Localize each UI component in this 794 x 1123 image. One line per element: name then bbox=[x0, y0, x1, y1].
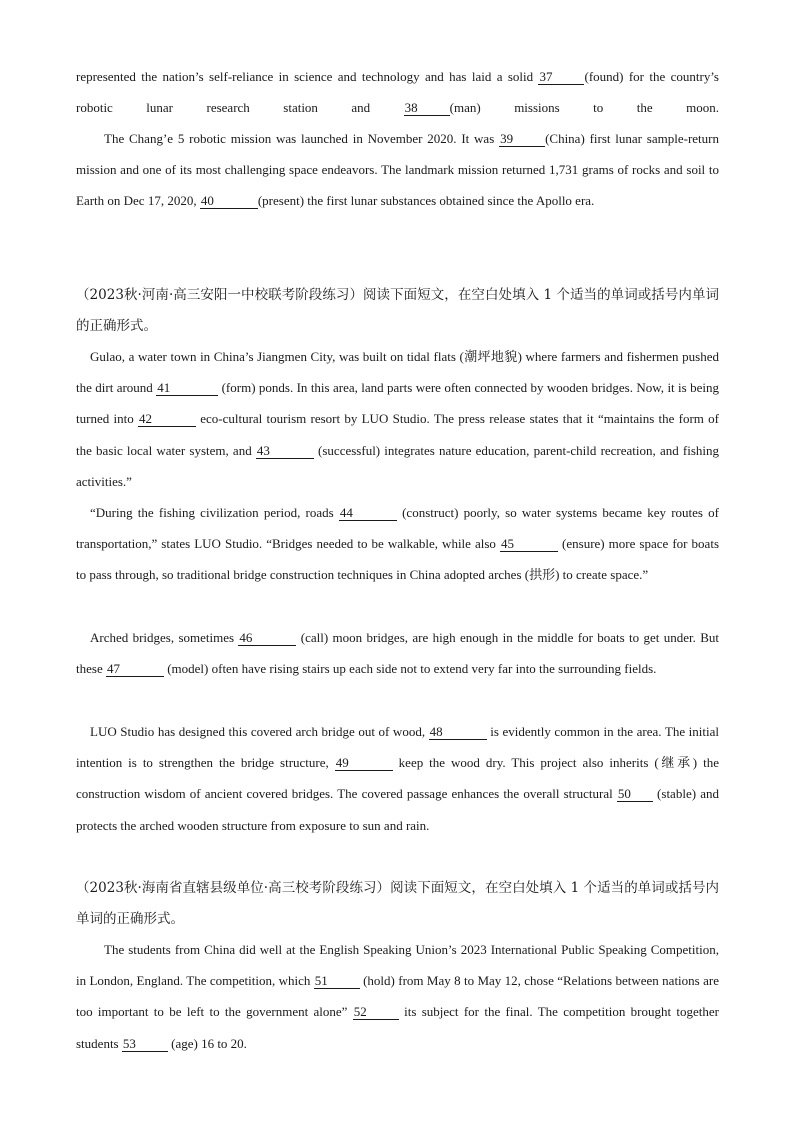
text-run: The Chang’e 5 robotic mission was launched in November 2020. It was bbox=[104, 131, 500, 146]
text-run: (ensure) more space for boats to pass through, so traditional bridge construction techniques in China adopted arches (拱形) to create space.” bbox=[76, 536, 719, 583]
blank-43[interactable]: 43 bbox=[256, 444, 314, 459]
blank-52[interactable]: 52 bbox=[353, 1005, 399, 1020]
blank-39[interactable]: 39 bbox=[499, 132, 545, 147]
blank-41[interactable]: 41 bbox=[156, 381, 218, 396]
blank-46[interactable]: 46 bbox=[238, 631, 296, 646]
text-run: (stable) and protects the arched wooden structure from exposure to sun and rain. bbox=[76, 786, 719, 833]
text-run: (call) moon bridges, are high enough in the middle for boats to get under. But these bbox=[76, 630, 719, 677]
text-run: (successful) integrates nature education, parent-child recreation, and fishing activities.” bbox=[76, 442, 719, 489]
text-run: (age) 16 to 20. bbox=[167, 1035, 247, 1051]
instruction-3: （2023秋·海南省直辖县级单位·高三校考阶段练习）阅读下面短文，在空白处填入 1 个适当的单词或括号内单词的正确形式。 bbox=[76, 880, 719, 927]
text-run: (form) ponds. In this area, land parts were often connected by wooden bridges. Now, it is being turned into bbox=[76, 380, 719, 427]
blank-49[interactable]: 49 bbox=[335, 756, 393, 771]
text-run: keep the wood dry. This project also inherits (继承) the construction wisdom of ancient covered bridges. The covered passage enhances the overall structural bbox=[76, 755, 719, 802]
text-run: (construct) poorly, so water systems became key routes of transportation,” states LUO Studio. “Bridges needed to be walkable, while also bbox=[76, 505, 719, 552]
passage-2-paragraph-2 bbox=[76, 497, 719, 591]
text-run: represented the nation’s self-reliance in science and technology and has laid a solid bbox=[76, 69, 539, 84]
passage-2-paragraph-3 bbox=[76, 622, 719, 684]
text-run: “During the fishing civilization period, roads bbox=[90, 505, 339, 520]
text-run: (hold) from May 8 to May 12, chose “Relations between nations are too important to be left to the government alone” bbox=[76, 973, 719, 1020]
text-run: is evidently common in the area. The initial intention is to strengthen the bridge structure, bbox=[76, 724, 720, 771]
instruction-2: （2023秋·河南·高三安阳一中校联考阶段练习）阅读下面短文，在空白处填入 1 个适当的单词或括号内单词的正确形式。 bbox=[76, 287, 719, 334]
passage-3-paragraph-1 bbox=[76, 934, 719, 1059]
text-run: Gulao, a water town in China’s Jiangmen City, was built on tidal flats (潮坪地貌) where farmers and fishermen pushed the dirt around bbox=[76, 349, 719, 396]
blank-51[interactable]: 51 bbox=[314, 974, 360, 989]
blank-53[interactable]: 53 bbox=[122, 1037, 168, 1052]
blank-50[interactable]: 50 bbox=[617, 787, 653, 802]
blank-45[interactable]: 45 bbox=[500, 537, 558, 552]
blank-40[interactable]: 40 bbox=[200, 194, 258, 209]
passage-2-paragraph-1 bbox=[76, 341, 719, 497]
text-run: (present) the first lunar substances obtained since the Apollo era. bbox=[257, 193, 595, 209]
blank-38[interactable]: 38 bbox=[404, 101, 450, 116]
text-run: (model) often have rising stairs up each side not to extend very far into the surrounding fields. bbox=[163, 661, 657, 677]
text-run: its subject for the final. The competition brought together students bbox=[76, 1004, 720, 1051]
text-run: (found) for the country’s robotic lunar research station and bbox=[76, 69, 719, 116]
passage-1-paragraph-2 bbox=[76, 123, 719, 217]
text-run: The students from China did well at the English Speaking Union’s 2023 International Public Speaking Competition, in London, England. The competition, which bbox=[76, 942, 719, 989]
text-run: Arched bridges, sometimes bbox=[90, 630, 239, 645]
blank-42[interactable]: 42 bbox=[138, 412, 196, 427]
text-run: eco-cultural tourism resort by LUO Studio. The press release states that it “maintains the form of the basic local water system, and bbox=[76, 411, 719, 458]
passage-2-paragraph-4 bbox=[76, 716, 719, 841]
blank-47[interactable]: 47 bbox=[106, 662, 164, 677]
passage-1-paragraph-1 bbox=[76, 61, 719, 123]
text-run: LUO Studio has designed this covered arch bridge out of wood, bbox=[90, 724, 429, 739]
blank-48[interactable]: 48 bbox=[429, 725, 487, 740]
text-run: (China) first lunar sample-return mission and one of its most challenging space endeavors. The landmark mission returned 1,731 grams of rocks and soil to Earth on Dec 17, 2020, bbox=[76, 131, 719, 209]
blank-37[interactable]: 37 bbox=[538, 70, 584, 85]
text-run: (man) missions to the moon. bbox=[449, 100, 719, 116]
blank-44[interactable]: 44 bbox=[339, 506, 397, 521]
